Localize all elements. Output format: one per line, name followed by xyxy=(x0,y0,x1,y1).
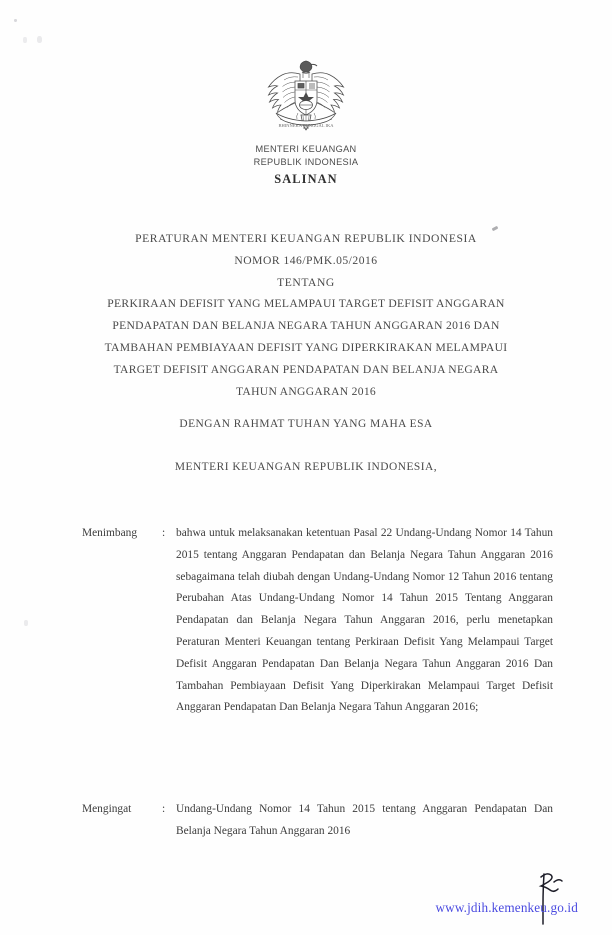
subject-line-2: PENDAPATAN DAN BELANJA NEGARA TAHUN ANGGARAN 2016 DAN xyxy=(112,319,500,333)
clause-label: Mengingat xyxy=(82,803,132,815)
document-title-block xyxy=(56,228,556,402)
copy-mark: SALINAN xyxy=(274,172,338,186)
clause-mengingat xyxy=(82,799,553,843)
scan-speck xyxy=(37,36,42,43)
handwritten-initial-mark xyxy=(528,868,572,928)
subject-line-4: TARGET DEFISIT ANGGARAN PENDAPATAN DAN BELANJA NEGARA xyxy=(113,362,499,376)
regulation-number: NOMOR 146/PMK.05/2016 xyxy=(234,253,378,267)
ministry-line-2: REPUBLIK INDONESIA xyxy=(253,156,359,167)
clause-text: Undang-Undang Nomor 14 Tahun 2015 tentang Anggaran Pendapatan Dan Belanja Negara Tahun Anggaran 2016 xyxy=(176,803,553,837)
scan-speck xyxy=(23,37,27,43)
ministry-header xyxy=(0,143,612,168)
clause-text: bahwa untuk melaksanakan ketentuan Pasal 22 Undang-Undang Nomor 14 Tahun 2015 tentang Anggaran Pendapatan dan Belanja Negara Tahun Anggaran 2016 sebagaimana telah diubah dengan Undang-Undang Nomor 12 Tahun 2016 tentang Perubahan Atas Undang-Undang Nomor 14 Tahun 2015 Tentang Anggaran Pendapatan dan Belanja Negara Tahun Anggaran 2016, perlu menetapkan Peraturan Menteri Keuangan tentang Perkiraan Defisit Yang Melampaui Target Defisit Anggaran Pendapatan Dan Belanja Negara Tahun Anggaran 2016 Dan Tambahan Pembiayaan Defisit Yang Diperkirakan Melampaui Target Defisit Anggaran Pendapatan Dan Belanja Negara Tahun Anggaran 2016; xyxy=(176,527,553,714)
emblem-container xyxy=(0,57,612,139)
clause-menimbang xyxy=(82,523,553,719)
clause-label: Menimbang xyxy=(82,527,138,539)
subject-line-3: TAMBAHAN PEMBIAYAAN DEFISIT YANG DIPERKIRAKAN MELAMPAUI xyxy=(104,340,508,354)
footer-url[interactable]: www.jdih.kemenkeu.go.id xyxy=(435,900,578,915)
subject-line-1: PERKIRAAN DEFISIT YANG MELAMPAUI TARGET DEFISIT ANGGARAN xyxy=(107,297,505,311)
scan-speck xyxy=(24,620,28,626)
blessing-line: DENGAN RAHMAT TUHAN YANG MAHA ESA xyxy=(179,418,433,430)
ministry-line-1: MENTERI KEUANGAN xyxy=(255,144,357,154)
regulation-title: PERATURAN MENTERI KEUANGAN REPUBLIK INDONESIA xyxy=(135,232,477,245)
clause-colon: : xyxy=(162,803,166,815)
signatory-line: MENTERI KEUANGAN REPUBLIK INDONESIA, xyxy=(174,461,438,473)
svg-text:BHINNEKA TUNGGAL IKA: BHINNEKA TUNGGAL IKA xyxy=(278,123,334,128)
garuda-pancasila-emblem xyxy=(263,57,349,139)
about-label: TENTANG xyxy=(277,275,335,289)
clause-colon: : xyxy=(162,527,166,539)
subject-line-5: TAHUN ANGGARAN 2016 xyxy=(235,384,377,398)
scan-speck xyxy=(14,19,17,22)
